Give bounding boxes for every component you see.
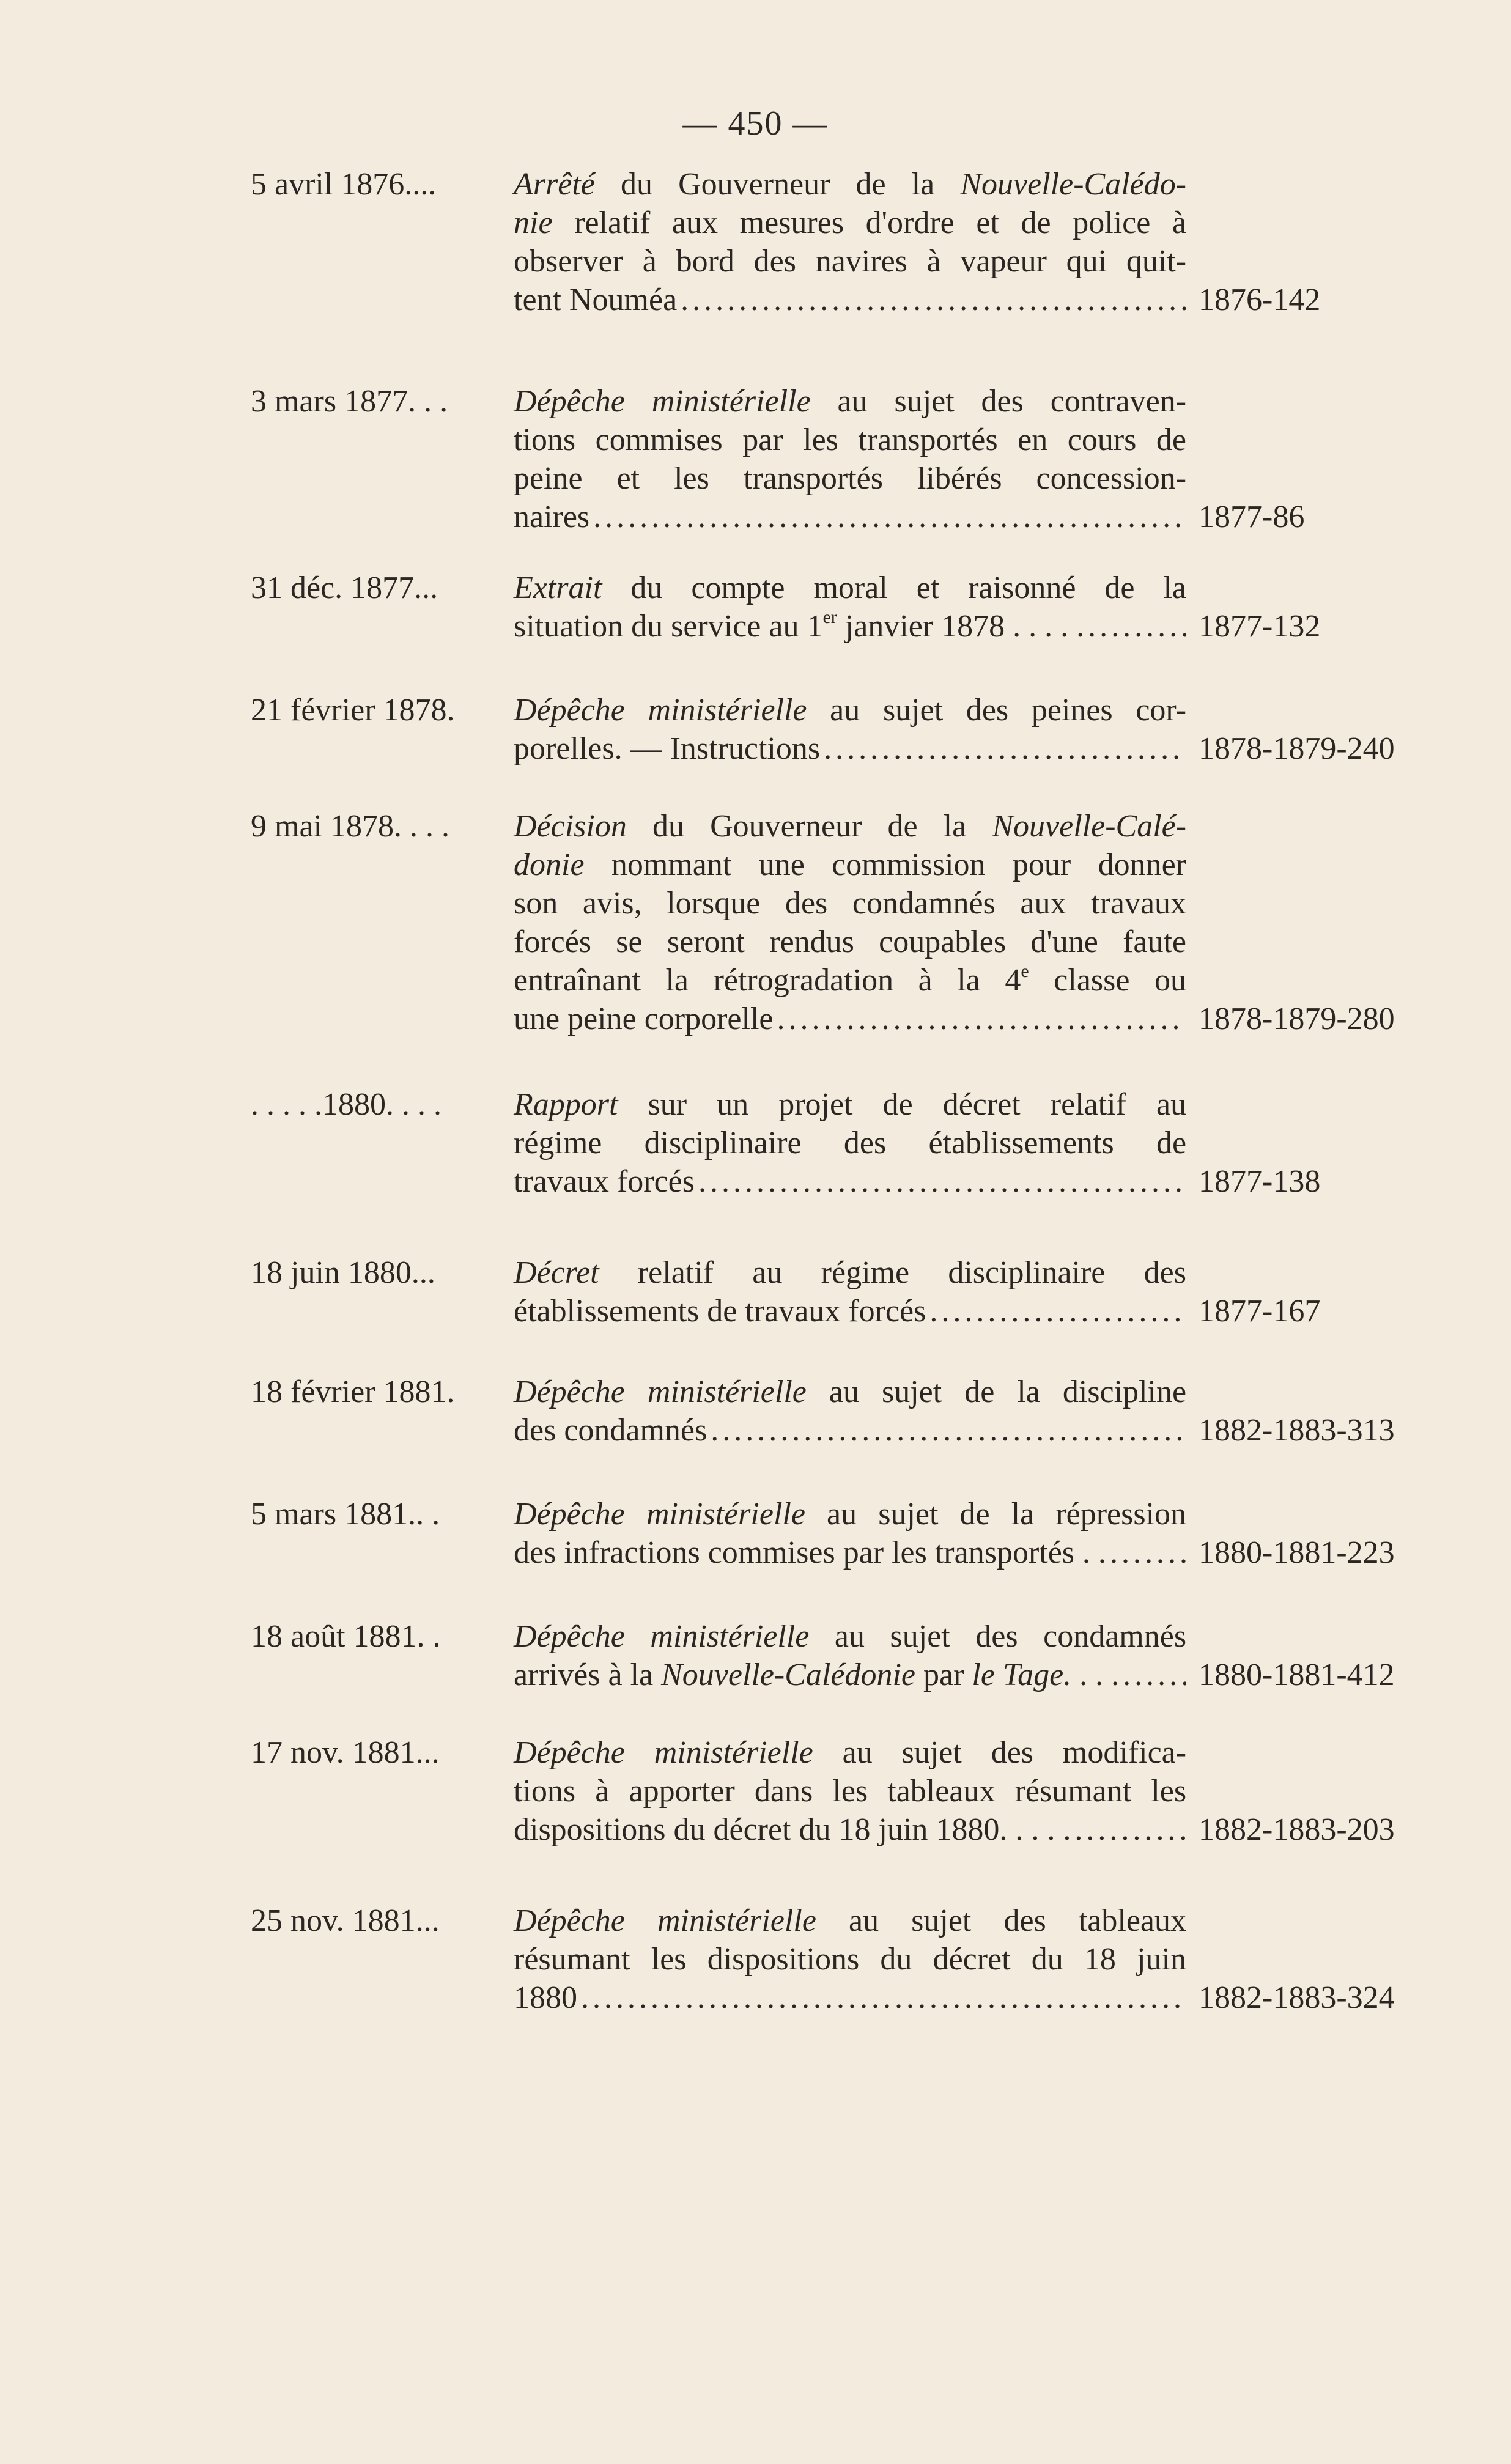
leader-dots	[1110, 1533, 1186, 1572]
index-entry	[0, 1617, 1511, 1694]
entry-line: peine et les transportés libérés concession-	[514, 461, 1187, 496]
index-entry	[0, 1901, 1511, 2017]
entry-description	[514, 165, 1186, 319]
entry-reference: 1877-138	[1199, 1164, 1321, 1199]
entry-line: Dépêche ministérielle au sujet des contraven-	[514, 384, 1187, 419]
index-entry	[0, 1495, 1511, 1572]
entry-reference: 1880-1881-412	[1199, 1658, 1395, 1692]
entry-reference: 1878-1879-280	[1199, 1001, 1395, 1036]
leader-dots	[1123, 1656, 1186, 1694]
entry-line: arrivés à la Nouvelle-Calédonie par le Tage. . . . .....	[514, 1656, 1186, 1694]
index-entry	[0, 1733, 1511, 1849]
entry-date: 31 déc. 1877...	[251, 570, 438, 605]
index-entry	[0, 1253, 1511, 1330]
page-number: — 450 —	[682, 105, 829, 142]
entry-line: régime disciplinaire des établissements de	[514, 1126, 1187, 1160]
entry-description	[514, 1495, 1186, 1572]
entry-description	[514, 807, 1186, 1038]
entry-reference: 1880-1881-223	[1199, 1535, 1395, 1570]
entry-line: nie relatif aux mesures d'ordre et de police à	[514, 205, 1187, 240]
entry-line: naires .....	[514, 498, 1186, 536]
entry-date: 21 février 1878.	[251, 693, 455, 728]
entry-line: 1880 .....	[514, 1979, 1186, 2017]
entry-line: Décret relatif au régime disciplinaire des	[514, 1255, 1186, 1290]
entry-line: forcés se seront rendus coupables d'une faute	[514, 924, 1187, 959]
index-entry	[0, 807, 1511, 1038]
index-entry	[0, 1373, 1511, 1450]
entry-line: Arrêté du Gouverneur de la Nouvelle-Calédo-	[514, 167, 1187, 202]
entry-description	[514, 1733, 1186, 1849]
index-entry	[0, 691, 1511, 768]
index-entry	[0, 569, 1511, 646]
entry-line: Extrait du compte moral et raisonné de la	[514, 570, 1186, 605]
entry-description	[514, 691, 1186, 768]
entry-date: 9 mai 1878. . . .	[251, 809, 449, 844]
entry-line: donie nommant une commission pour donner	[514, 847, 1186, 882]
leader-dots	[777, 1000, 1186, 1038]
entry-line: des infractions commises par les transportés . . .....	[514, 1533, 1186, 1572]
entry-line: Dépêche ministérielle au sujet des condamnés	[514, 1619, 1187, 1654]
entry-line: Rapport sur un projet de décret relatif au	[514, 1087, 1187, 1122]
entry-reference: 1878-1879-240	[1199, 731, 1395, 766]
index-entry	[0, 1085, 1511, 1201]
entry-reference: 1882-1883-324	[1199, 1980, 1395, 2015]
entry-reference: 1877-167	[1199, 1294, 1321, 1329]
leader-dots	[698, 1162, 1186, 1201]
index-entry	[0, 165, 1511, 319]
entry-line: Dépêche ministérielle au sujet de la répression	[514, 1497, 1187, 1532]
entry-date: 25 nov. 1881...	[251, 1903, 440, 1938]
entry-line: observer à bord des navires à vapeur qui quit-	[514, 244, 1187, 279]
entry-reference: 1877-86	[1199, 500, 1305, 534]
index-entry	[0, 382, 1511, 536]
entry-line: entraînant la rétrogradation à la 4e classe ou	[514, 961, 1187, 998]
leader-dots	[824, 729, 1186, 768]
entry-reference: 1882-1883-203	[1199, 1812, 1395, 1847]
entry-line: Dépêche ministérielle au sujet des tableaux	[514, 1903, 1186, 1938]
entry-date: 18 février 1881.	[251, 1374, 455, 1409]
entry-description	[514, 1901, 1186, 2017]
entry-line: travaux forcés .....	[514, 1162, 1186, 1201]
entry-description	[514, 1253, 1186, 1330]
entry-line: établissements de travaux forcés .....	[514, 1292, 1186, 1330]
entry-date: 5 avril 1876....	[251, 167, 437, 202]
entry-description	[514, 382, 1186, 536]
entry-date: . . . . .1880. . . .	[251, 1087, 441, 1122]
leader-dots	[1088, 607, 1186, 646]
entry-description	[514, 1373, 1186, 1450]
entry-line: Dépêche ministérielle au sujet des peines cor-	[514, 693, 1187, 728]
entry-date: 3 mars 1877. . .	[251, 384, 448, 419]
entry-line: une peine corporelle .....	[514, 1000, 1186, 1038]
entry-reference: 1882-1883-313	[1199, 1413, 1395, 1448]
entry-line: dispositions du décret du 18 juin 1880. . . . . .....	[514, 1810, 1186, 1849]
entry-date: 17 nov. 1881...	[251, 1735, 440, 1770]
entry-line: porelles. — Instructions .....	[514, 729, 1186, 768]
entry-line: situation du service au 1er janvier 1878 . . . . . .....	[514, 607, 1186, 646]
leader-dots	[581, 1979, 1186, 2017]
entry-line: tent Nouméa .....	[514, 281, 1186, 319]
entry-line: Dépêche ministérielle au sujet des modifica-	[514, 1735, 1187, 1770]
leader-dots	[681, 281, 1186, 319]
entry-description	[514, 1085, 1186, 1201]
entry-date: 5 mars 1881.. .	[251, 1497, 440, 1532]
entry-reference: 1876-142	[1199, 282, 1321, 317]
entry-date: 18 août 1881. .	[251, 1619, 441, 1654]
entry-line: des condamnés .....	[514, 1411, 1186, 1450]
leader-dots	[929, 1292, 1186, 1330]
entry-line: résumant les dispositions du décret du 18 juin	[514, 1942, 1186, 1977]
entry-reference: 1877-132	[1199, 609, 1321, 644]
entry-description	[514, 569, 1186, 646]
leader-dots	[593, 498, 1186, 536]
entry-description	[514, 1617, 1186, 1694]
entry-date: 18 juin 1880...	[251, 1255, 435, 1290]
entry-line: Dépêche ministérielle au sujet de la discipline	[514, 1374, 1187, 1409]
leader-dots	[1074, 1810, 1186, 1849]
entry-line: son avis, lorsque des condamnés aux travaux	[514, 886, 1187, 921]
leader-dots	[711, 1411, 1186, 1450]
entry-line: tions à apporter dans les tableaux résumant les	[514, 1774, 1187, 1809]
entry-line: Décision du Gouverneur de la Nouvelle-Calé-	[514, 809, 1187, 844]
entry-line: tions commises par les transportés en cours de	[514, 422, 1187, 457]
